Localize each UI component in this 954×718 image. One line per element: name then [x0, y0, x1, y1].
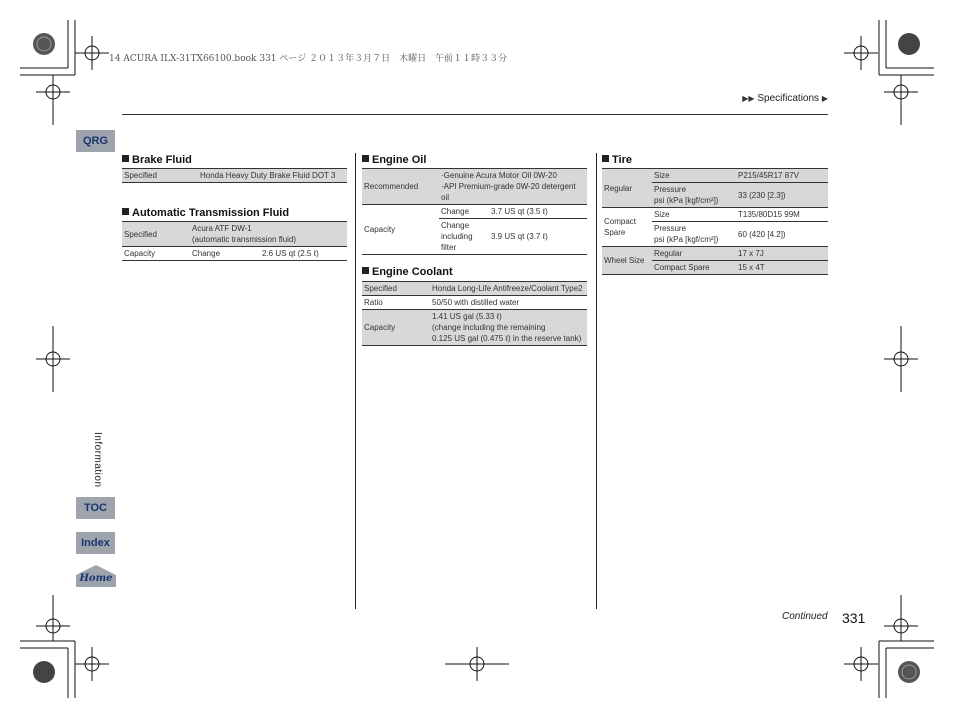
brake-fluid-table: [122, 168, 347, 183]
table-cell: Ratio: [362, 296, 430, 310]
bullet-square-icon: [362, 155, 369, 162]
section-tab: [89, 432, 103, 496]
column-divider: [596, 153, 597, 609]
table-cell: Regular: [652, 247, 736, 261]
atf-heading: [122, 207, 289, 219]
table-cell: 3.7 US qt (3.5 ℓ): [489, 205, 587, 219]
brake-fluid-title: Brake Fluid: [132, 154, 192, 166]
oil-filter-label-line: Change: [441, 221, 470, 230]
table-cell: [439, 219, 489, 255]
table-cell: Specified: [362, 282, 430, 296]
atf-table: [122, 221, 347, 261]
pressure-label-line: psi (kPa [kgf/cm²]): [654, 235, 719, 244]
home-icon: [76, 565, 116, 587]
coolant-capacity-line: 0.125 US gal (0.475 ℓ) in the reserve tank): [432, 334, 582, 343]
coolant-heading: [362, 266, 453, 278]
table-cell: Capacity: [124, 249, 156, 258]
engine-oil-table: [362, 168, 587, 255]
tire-title: Tire: [612, 154, 632, 166]
oil-recommended-line: ·API Premium-grade 0W-20 detergent oil: [441, 182, 576, 202]
table-cell: Compact Spare: [652, 261, 736, 275]
breadcrumb[interactable]: [742, 93, 828, 104]
table-cell: [439, 169, 587, 205]
pressure-label-line: psi (kPa [kgf/cm²]): [654, 196, 719, 205]
continued-label: Continued: [782, 611, 828, 622]
table-cell: [652, 183, 736, 208]
home-label: Home: [79, 573, 113, 584]
table-cell: 17 x 7J: [736, 247, 828, 261]
qrg-button[interactable]: QRG: [76, 130, 115, 152]
table-cell: 33 (230 [2.3]): [736, 183, 828, 208]
atf-value-line: Acura ATF DW-1: [192, 224, 252, 233]
engine-oil-heading: [362, 154, 426, 166]
section-tab-label: Information: [92, 432, 103, 488]
bullet-square-icon: [122, 155, 129, 162]
file-info: 14 ACURA ILX-31TX66100.book 331 ページ ２０１３年３月７日 木曜日 午前１１時３３分: [109, 54, 508, 64]
table-cell: Recommended: [362, 169, 439, 205]
bullet-square-icon: [122, 208, 129, 215]
table-cell: 15 x 4T: [736, 261, 828, 275]
table-cell: Change: [192, 249, 221, 258]
table-cell: [430, 310, 587, 346]
brake-fluid-heading: [122, 154, 192, 166]
table-cell: Change: [439, 205, 489, 219]
table-cell: Capacity: [362, 310, 430, 346]
header-rule: [122, 114, 828, 115]
bullet-square-icon: [362, 267, 369, 274]
oil-recommended-line: ·Genuine Acura Motor Oil 0W-20: [441, 171, 557, 180]
table-cell: [652, 222, 736, 247]
table-cell: [190, 222, 347, 247]
oil-filter-label-line: including: [441, 232, 473, 241]
compact-label-line: Spare: [604, 228, 626, 237]
breadcrumb-arrows-icon: ▶▶: [742, 94, 755, 103]
table-cell: Specified: [122, 222, 190, 247]
breadcrumb-label[interactable]: Specifications: [757, 93, 820, 104]
table-cell: P215/45R17 87V: [736, 169, 828, 183]
table-cell: T135/80D15 99M: [736, 208, 828, 222]
home-button[interactable]: [76, 565, 116, 587]
coolant-table: [362, 281, 587, 346]
table-cell: Honda Heavy Duty Brake Fluid DOT 3: [198, 169, 347, 183]
table-cell: [602, 208, 652, 247]
table-cell: Capacity: [362, 205, 439, 255]
tire-heading: [602, 154, 632, 166]
index-button[interactable]: Index: [76, 532, 115, 554]
table-cell: Honda Long-Life Antifreeze/Coolant Type2: [430, 282, 587, 296]
table-cell: Specified: [122, 169, 198, 183]
toc-button[interactable]: TOC: [76, 497, 115, 519]
compact-label-line: Compact: [604, 217, 637, 226]
oil-filter-label-line: filter: [441, 243, 457, 252]
table-cell: Regular: [602, 169, 652, 208]
pressure-label-line: Pressure: [654, 185, 687, 194]
breadcrumb-next-icon: ▶: [821, 94, 828, 103]
bullet-square-icon: [602, 155, 609, 162]
coolant-capacity-line: (change including the remaining: [432, 323, 546, 332]
column-divider: [355, 153, 356, 609]
pressure-label-line: Pressure: [654, 224, 687, 233]
table-cell: Size: [652, 169, 736, 183]
table-cell: 60 (420 [4.2]): [736, 222, 828, 247]
table-cell: Size: [652, 208, 736, 222]
atf-title: Automatic Transmission Fluid: [132, 207, 290, 219]
coolant-title: Engine Coolant: [372, 266, 453, 278]
table-cell: 3.9 US qt (3.7 ℓ): [491, 232, 548, 241]
coolant-capacity-line: 1.41 US gal (5.33 ℓ): [432, 312, 502, 321]
tire-table: [602, 168, 828, 275]
table-cell: 2.6 US qt (2.5 ℓ): [262, 249, 319, 258]
engine-oil-title: Engine Oil: [372, 154, 427, 166]
page-number: 331: [842, 610, 866, 626]
atf-value-line: (automatic transmission fluid): [192, 235, 297, 244]
table-cell: Wheel Size: [602, 247, 652, 275]
table-cell: 50/50 with distilled water: [430, 296, 587, 310]
